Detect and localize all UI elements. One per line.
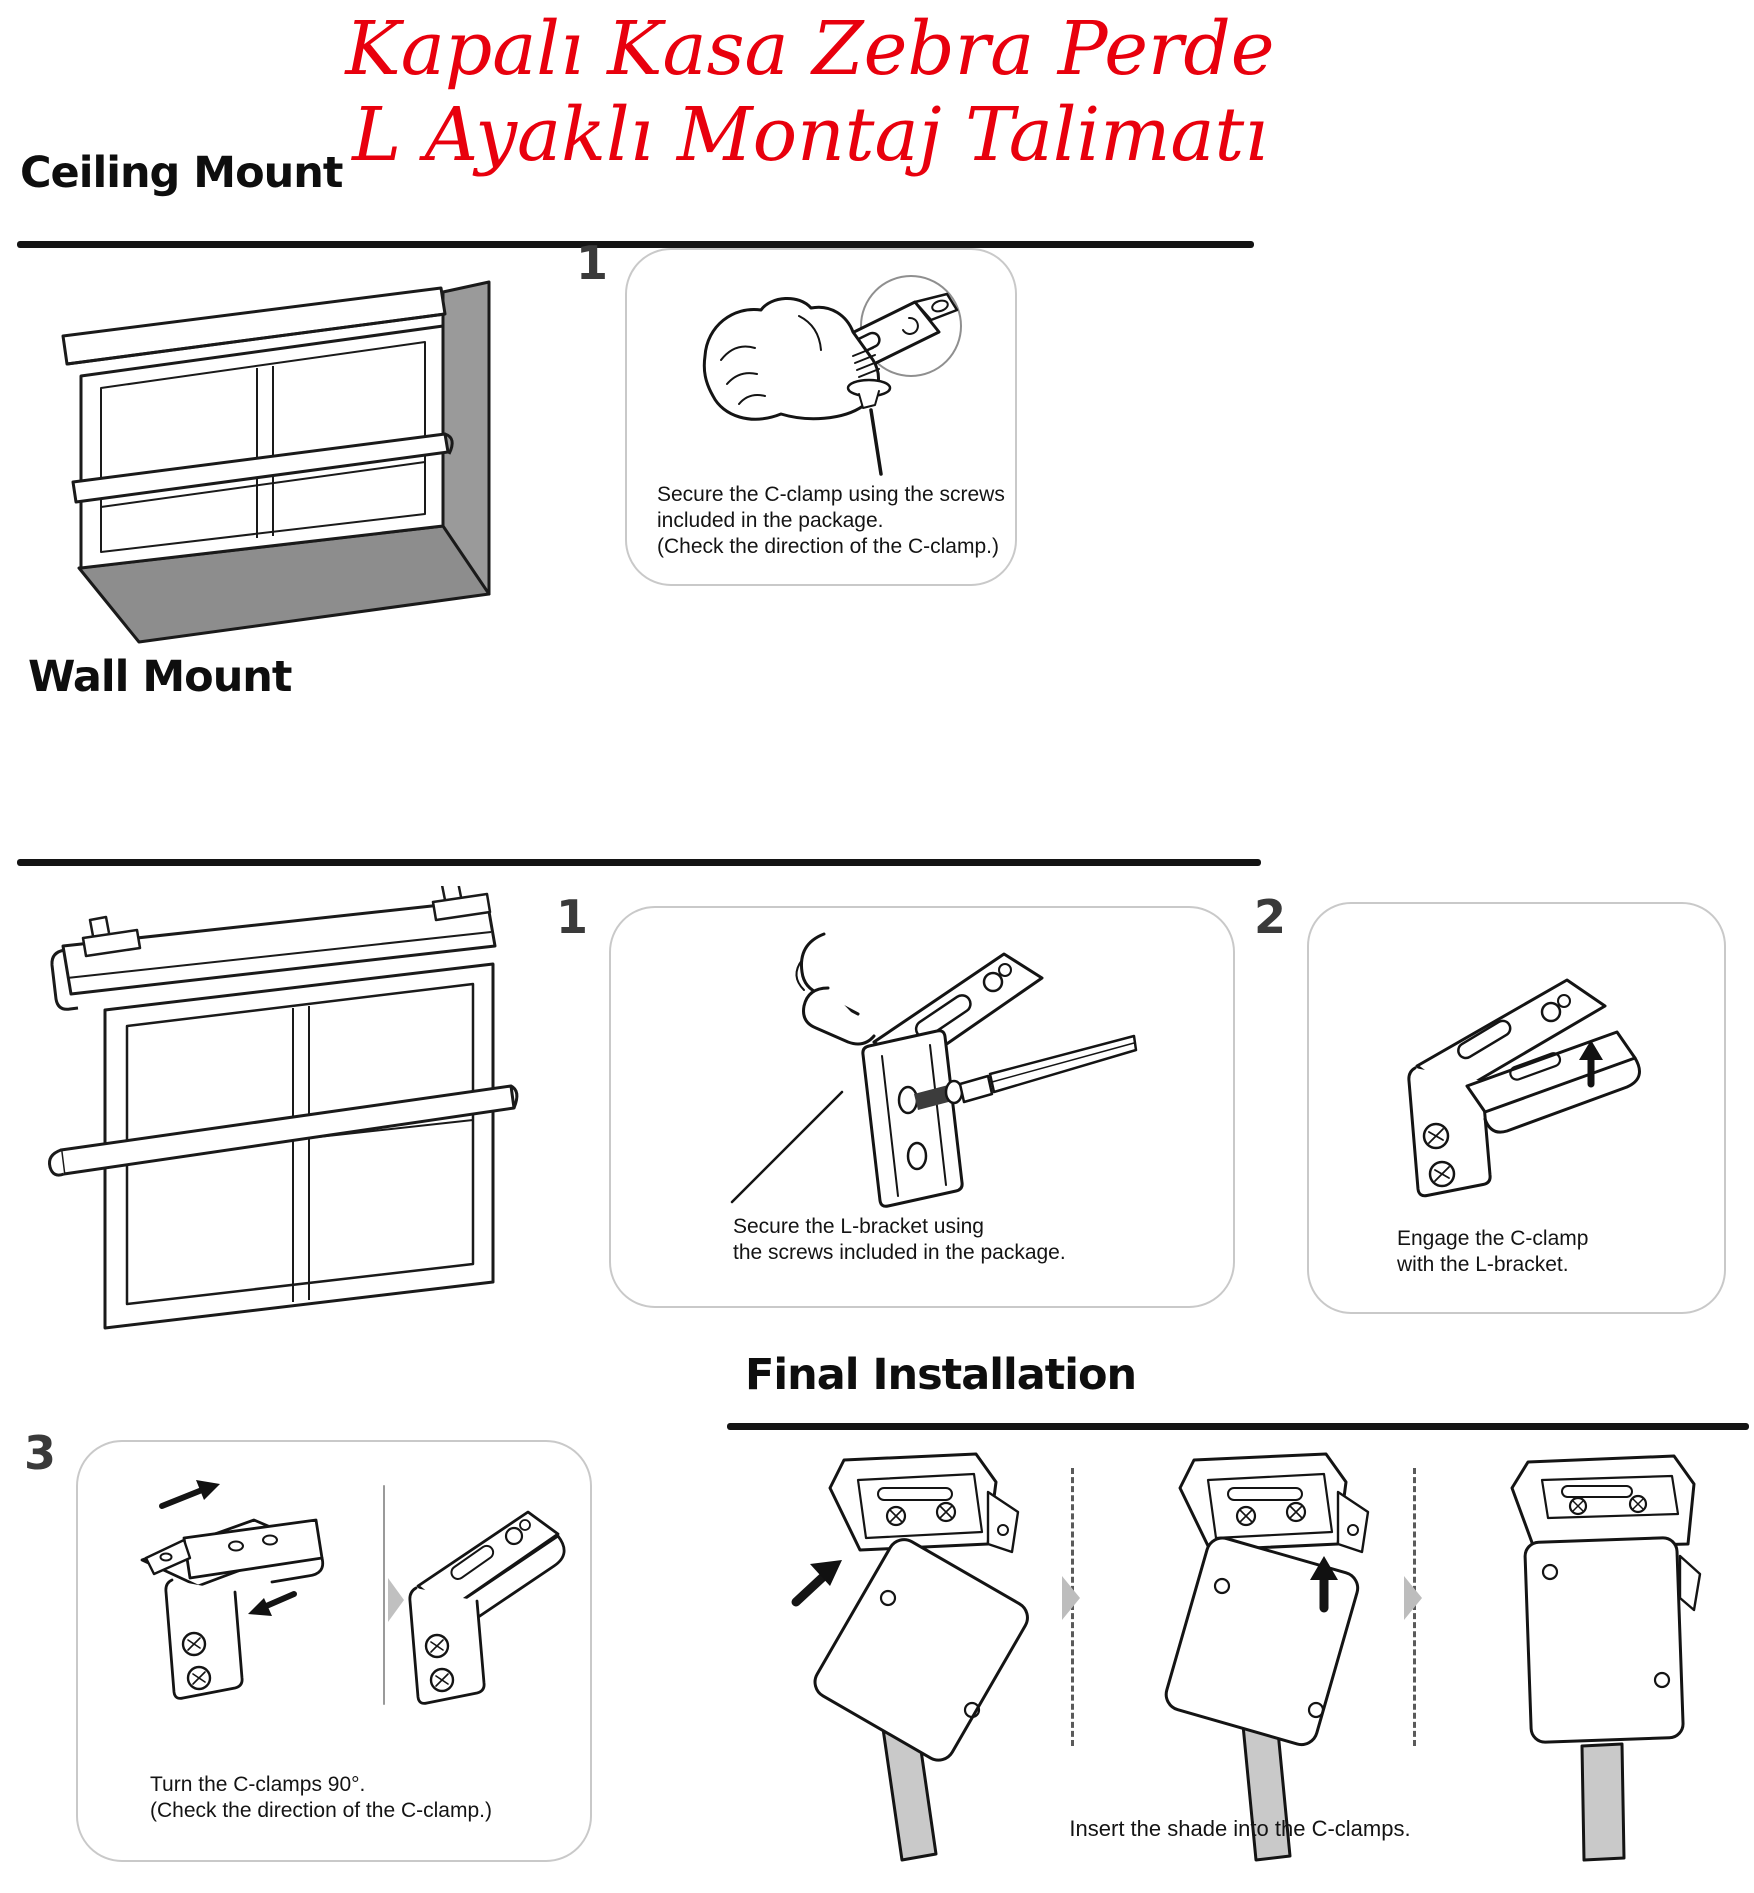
hand-icon xyxy=(704,298,878,419)
final-installation-caption: Insert the shade into the C-clamps. xyxy=(1069,1816,1411,1841)
l-bracket-screwdriver-illustration xyxy=(706,924,1146,1210)
wall-step-1-caption xyxy=(733,1214,1066,1266)
rotate-arrow-icon xyxy=(264,1594,294,1607)
rotate-arrow-icon xyxy=(162,1490,202,1506)
ceiling-step-1-card xyxy=(625,248,1017,586)
wall-section-divider xyxy=(17,859,1261,866)
insert-arrow-icon xyxy=(796,1576,824,1602)
wall-edge-line xyxy=(732,1092,842,1202)
wall-step-2-number: 2 xyxy=(1254,890,1287,944)
ceiling-mount-heading: Ceiling Mount xyxy=(20,148,343,198)
next-step-chevron-icon xyxy=(1062,1576,1080,1620)
page-title-line-1: Kapalı Kasa Zebra Perde xyxy=(345,6,1275,92)
next-step-chevron-icon xyxy=(1404,1576,1422,1620)
final-step-3-card xyxy=(76,1440,592,1862)
caption-line: the screws included in the package. xyxy=(733,1241,1066,1264)
c-clamp-screw-hand-illustration xyxy=(649,264,989,482)
caption-line: Engage the C-clamp xyxy=(1397,1227,1589,1250)
final-step-3-caption xyxy=(150,1772,492,1824)
l-bracket-vertical-plate xyxy=(863,1031,962,1207)
final-step-3-number: 3 xyxy=(24,1426,57,1480)
wall-step-2-caption xyxy=(1397,1226,1588,1278)
wall-step-1-card xyxy=(609,906,1235,1308)
wall-step-2-card xyxy=(1307,902,1726,1314)
caption-line: (Check the direction of the C-clamp.) xyxy=(150,1799,492,1822)
caption-line: Secure the C-clamp using the screws xyxy=(657,483,1005,506)
wall-step-1-number: 1 xyxy=(556,890,589,944)
c-clamp-mounted xyxy=(1512,1456,1694,1548)
page-title-line-2: L Ayaklı Montaj Talimatı xyxy=(352,92,1268,178)
next-stage-chevron-icon xyxy=(388,1578,404,1622)
ceiling-step-1-caption xyxy=(657,482,1005,560)
final-section-divider xyxy=(727,1423,1749,1430)
turn-c-clamp-illustration xyxy=(96,1460,570,1766)
c-clamp-crossed xyxy=(184,1520,322,1578)
screwdriver-shaft xyxy=(990,1036,1136,1092)
insert-shade-stage-2-illustration xyxy=(1110,1448,1400,1868)
insert-shade-stage-3-illustration xyxy=(1478,1448,1738,1868)
shade-pole xyxy=(1582,1744,1624,1860)
ceiling-window-illustration xyxy=(55,276,545,646)
shade-panel xyxy=(809,1534,1033,1766)
final-installation-heading: Final Installation xyxy=(745,1350,1137,1400)
shade-panel xyxy=(1162,1534,1361,1748)
c-clamp-engage-illustration xyxy=(1359,936,1669,1216)
caption-line: Secure the L-bracket using xyxy=(733,1215,984,1238)
wall-window-illustration xyxy=(25,886,560,1364)
insert-shade-stage-1-illustration xyxy=(760,1448,1050,1868)
screw-shaft xyxy=(871,410,881,474)
caption-line: included in the package. xyxy=(657,509,884,532)
caption-line: with the L-bracket. xyxy=(1397,1253,1569,1276)
caption-line: (Check the direction of the C-clamp.) xyxy=(657,535,999,558)
c-clamp-left xyxy=(90,917,109,936)
caption-line: Turn the C-clamps 90°. xyxy=(150,1773,366,1796)
shade-panel xyxy=(1525,1537,1684,1742)
wall-mount-heading: Wall Mount xyxy=(28,652,292,702)
ceiling-step-1-number: 1 xyxy=(576,236,609,290)
ceiling-section-divider xyxy=(17,241,1254,248)
